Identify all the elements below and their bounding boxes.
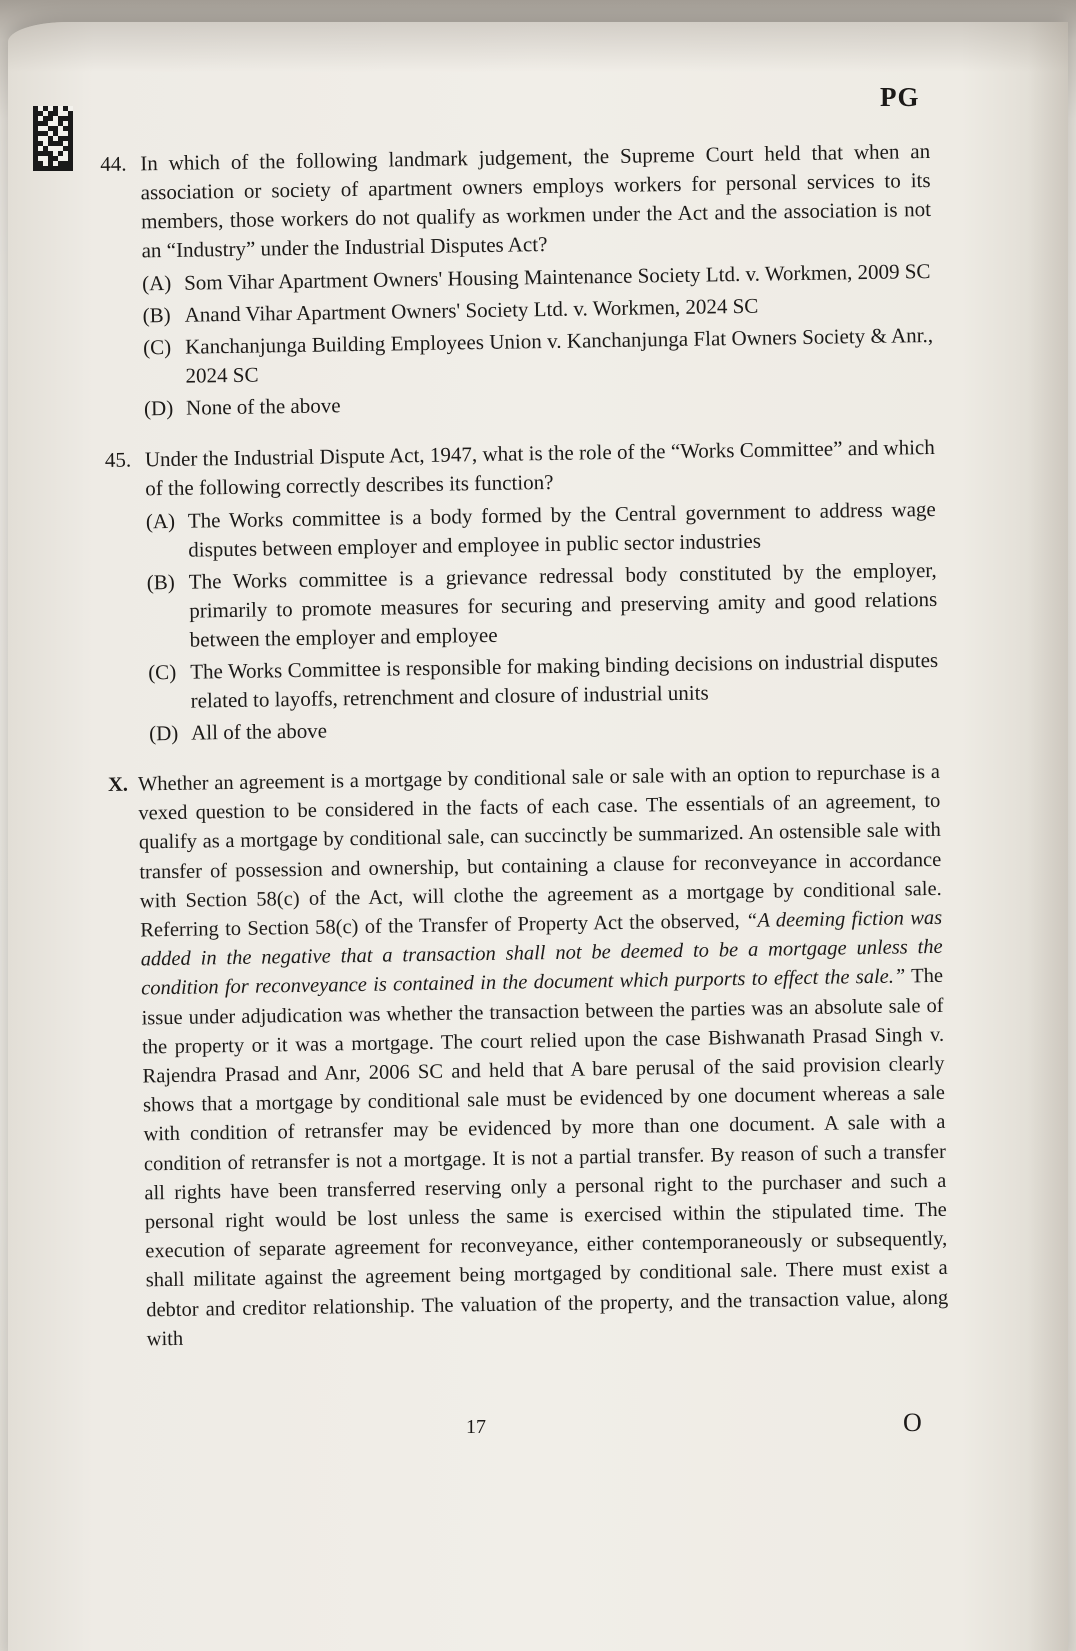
passage-x bbox=[107, 758, 949, 1355]
option-text: All of the above bbox=[190, 718, 328, 745]
option-text: Kanchanjunga Building Employees Union v. Kanchanjunga Flat Owners Society & Anr., 2024 SC bbox=[184, 322, 934, 388]
option-a bbox=[146, 495, 937, 565]
option-c bbox=[148, 646, 939, 716]
question-text: Under the Industrial Dispute Act, 1947, what is the role of the “Works Committee” and which of the following correctly describes its function? bbox=[144, 434, 935, 501]
question-text: In which of the following landmark judgement, the Supreme Court held that when an association or society of apartment owners employs workers for personal services to its members, those workers do not qualify as workmen under the Act and the association is not an “Industry” under the Industrial Disputes Act? bbox=[140, 138, 932, 263]
option-text: Anand Vihar Apartment Owners' Society Ltd. v. Workmen, 2024 SC bbox=[184, 293, 759, 327]
question-45 bbox=[105, 433, 940, 749]
option-text: The Works committee is a grievance redressal body constituted by the employer, primarily to promote measures for securing and preserving amity and good relations between the employer and employee bbox=[188, 557, 938, 652]
option-label: (D) bbox=[148, 720, 179, 746]
option-label: (A) bbox=[141, 270, 172, 296]
option-text: Som Vihar Apartment Owners' Housing Maintenance Society Ltd. v. Workmen, 2009 SC bbox=[183, 258, 931, 295]
datamatrix-barcode-icon bbox=[33, 106, 73, 170]
option-text: The Works committee is a body formed by the Central government to address wage disputes between employer and employee in public sector industries bbox=[187, 496, 936, 562]
page-content bbox=[100, 137, 949, 1355]
option-label: (A) bbox=[145, 508, 176, 534]
passage-text-intro: Whether an agreement is a mortgage by conditional sale or sale with an option to repurchase is a vexed question to be considered in the facts of each case. The essentials of an agreement, to qualify as a mortgage by conditional sale, can succinctly be summarized. An ostensible sale with transfer of possession and ownership, but containing a clause for reconveyance in accordance with Section 58(c) of the Act, will clothe the agreement as a mortgage by conditional sale. Referring to Section 58(c) of the Transfer of Property Act the observed, bbox=[137, 760, 942, 942]
question-44 bbox=[100, 137, 934, 424]
options-list bbox=[142, 257, 934, 423]
page-edge-shadow bbox=[1028, 22, 1068, 1651]
options-list bbox=[146, 495, 940, 748]
version-code: O bbox=[903, 1408, 922, 1437]
passage-marker: X. bbox=[107, 773, 129, 796]
option-label: (B) bbox=[142, 302, 171, 328]
passage-quote: “A deeming fiction was added in the negative that a transaction shall not be deemed to be a mortgage unless the condition for reconveyance is contained in the document which purports to effect the sale.” bbox=[140, 906, 943, 1000]
question-number: 44. bbox=[100, 151, 127, 176]
option-label: (C) bbox=[148, 659, 177, 685]
option-b bbox=[147, 556, 938, 655]
option-text: The Works Committee is responsible for making binding decisions on industrial disputes related to layoffs, retrenchment and closure of industrial units bbox=[190, 647, 939, 713]
option-label: (D) bbox=[143, 395, 174, 421]
option-c bbox=[143, 321, 934, 391]
option-label: (B) bbox=[146, 569, 175, 595]
page-fold-shadow bbox=[8, 22, 1068, 72]
passage-text-body: The issue under adjudication was whether the transaction between the parties was an absolute sale of the property or it was a mortgage. The court relied upon the case Bishwanath Prasad Singh v. Rajendra Prasad and Anr, 2006 SC and held that A bare perusal of the said provision clearly shows that a mortgage by conditional sale must be evidenced by one document whereas a sale with condition of retransfer may be evidenced by more than one document. A sale with a condition of retransfer is not a mortgage. It is not a partial transfer. By reason of such a transfer all rights have been transferred reserving only a personal right to the purchaser and such a personal right would be lost unless the same is exercised within the stipulated time. The execution of separate agreement for reconveyance, either contemporaneously or subsequently, shall militate against the agreement being mortgaged by conditional sale. There must exist a debtor and creditor relationship. The valuation of the property, and the transaction value, along with bbox=[141, 965, 949, 1351]
option-label: (C) bbox=[142, 334, 172, 360]
option-text: None of the above bbox=[185, 393, 341, 420]
question-number: 45. bbox=[104, 447, 132, 472]
series-code: PG bbox=[880, 82, 920, 112]
page-number: 17 bbox=[466, 1416, 486, 1438]
